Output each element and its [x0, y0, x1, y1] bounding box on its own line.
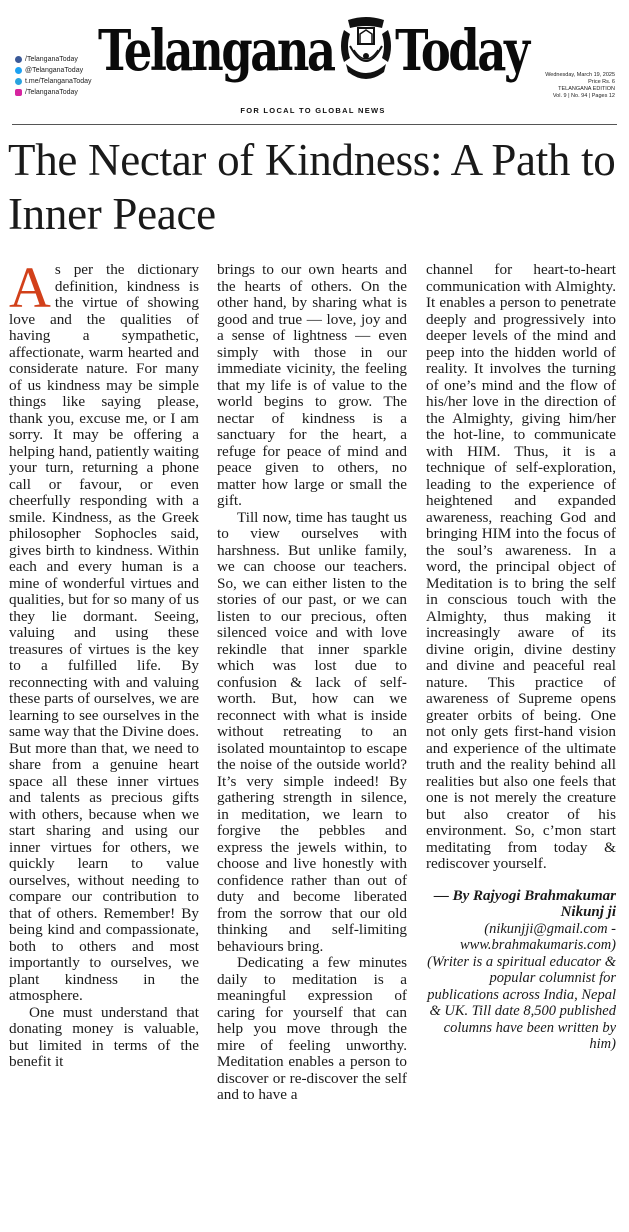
author-byline: — By Rajyogi Brahmakumar Nikunj ji [433, 887, 616, 920]
telegram-icon [15, 78, 22, 85]
social-telegram[interactable] [15, 76, 92, 87]
drop-cap: A [9, 255, 51, 320]
article-paragraph [9, 255, 199, 1005]
social-label: t.me/TelanganaToday [25, 78, 92, 85]
edition-date: Wednesday, March 19, 2025 [545, 72, 615, 78]
social-links [15, 54, 92, 98]
emblem-icon [336, 16, 396, 82]
article-paragraph: Till now, time has taught us to view ourselves with harshness. But unlike family, we can choose our teachers. So, we can either listen to the stories of our past, or we can listen to our precious, often silenced voice and with love rekindle that inner sparkle which was lost due to confusion & lack of self-worth. But, how can we reconnect with what is inside without retreating to an isolated mountaintop to escape the noise of the outside world? It’s very simple indeed! By gathering strength in silence, in meditation, we learn to forgive the pebbles and express the jewels within, to choose and live honestly with confidence rather than out of duty and become liberated from the sorrow that our old thinking and self-limiting behaviours bring. [217, 508, 407, 955]
article-column-3 [426, 262, 616, 1053]
article-column-2 [217, 262, 407, 1104]
edition-info [545, 72, 615, 100]
social-facebook[interactable] [15, 54, 92, 65]
facebook-icon [15, 56, 22, 63]
edition-name: TELANGANA EDITION [558, 86, 615, 92]
author-note: (Writer is a spiritual educator & popular columnist for publications across India, Nepal & UK. Till date 8,500 published columns have been written by him) [427, 953, 616, 1052]
twitter-icon [15, 67, 22, 74]
social-label: /TelanganaToday [25, 56, 78, 63]
article-paragraph: brings to our own hearts and the hearts of others. On the other hand, by sharing what is good and true — love, joy and a sense of lightness — even simply with those in our immediate vicinity, the feeling that my life is of value to the world begins to grow. The nectar of kindness is a sanctuary for the heart, a refuge for peace of mind and peace given to others, no matter how large or small the gift. [217, 261, 407, 509]
author-contact: (nikunjji@gmail.com - www.brahmakumaris.com) [459, 920, 616, 953]
brand-left: Telangana [98, 18, 334, 84]
article-column-1 [9, 255, 199, 1071]
edition-price: Price Rs. 6 [588, 79, 615, 85]
masthead-divider [12, 124, 617, 125]
social-instagram[interactable] [15, 87, 92, 98]
article-headline: The Nectar of Kindness: A Path to Inner Peace [8, 135, 616, 239]
newspaper-logo[interactable] [98, 6, 528, 115]
tagline: FOR LOCAL TO GLOBAL NEWS [240, 106, 386, 115]
edition-volume: Vol. 9 | No. 94 | Pages 12 [552, 93, 615, 99]
instagram-icon [15, 89, 22, 96]
social-label: /TelanganaToday [25, 89, 78, 96]
social-twitter[interactable] [15, 65, 92, 76]
paragraph-text: s per the dictionary definition, kindness is the virtue of showing love and the qualities of having a sympathetic, affectionate, warm hearted and considerate nature. For many of us kindness may be simple things like saying please, thank you, excuse me, or I am sorry. It may be offering a helping hand, patiently waiting your turn, returning a phone call or favour, or even cheerfully responding with a smile. Kindness, as the Greek philosopher Sophocles said, gives birth to kindness. Within each and every human is a mine of wonderful virtues and qualities, but for so many of us they lie dormant. Seeing, valuing and using these treasures of virtues is the key to a fulfilled life. By reconnecting with and valuing these parts of ourselves, we are learning to see ourselves in the same way that the Divine does. But more than that, we need to share from a genuine heart space all these inner virtues and talents as precious gifts with others, because when we start sharing and using our inner virtues for others, we quickly learn to value ourselves, without needing to compare our contribution to that of others. Remember! By being kind and compassionate, both to others and most importantly to ourselves, we plant kindness in the atmosphere. [9, 261, 199, 1004]
social-label: @TelanganaToday [25, 67, 84, 74]
article-paragraph: channel for heart-to-heart communication with Almighty. It enables a person to penetrate deeply and progressively into deeper levels of the mind and peep into the hidden world of reality. It involves the turning of one’s mind and the flow of his/her love in the direction of the Almighty, giving him/her the hot-line, to communicate with HIM. Thus, it is a technique of self-exploration, leading to the experience of heightened and expanded awareness, reaching God and bringing HIM into the focus of the soul’s awareness. In a word, the principal object of Meditation is to bring the self in conscious touch with the Almighty, thus making it increasingly aware of its divine origin, divine destiny and divine and peaceful real nature. This practice of awareness of Supreme opens greater orbits of being. One not only gets first-hand vision and experience of the ultimate truth and the reality behind all realities but also one feels that one is not merely the creature but also creator of his environment. So, c’mon start meditating from today & rediscover yourself. [426, 261, 616, 872]
masthead [0, 0, 629, 126]
article-paragraph: One must understand that donating money is valuable, but limited in terms of the benefit it [9, 1003, 199, 1070]
brand-right: Today [395, 18, 528, 84]
article-paragraph: Dedicating a few minutes daily to meditation is a meaningful expression of caring for yourself that can help you move through the mire of feeling unworthy. Meditation enables a person to discover or re-discover the self and to have a [217, 954, 407, 1103]
